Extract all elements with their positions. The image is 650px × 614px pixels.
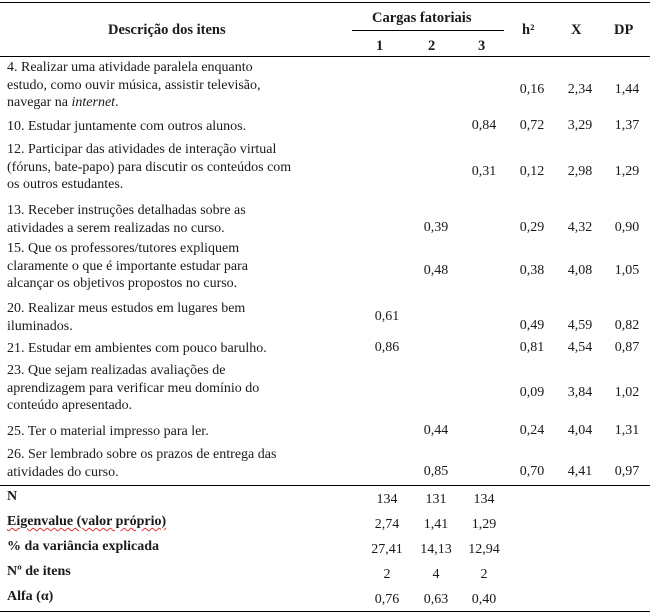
header-mean: X: [571, 22, 582, 38]
item-description: [7, 118, 352, 136]
cell-h2: 0,16: [519, 81, 545, 97]
summary-cell-f2: 131: [425, 492, 447, 507]
cell-f3: 0,31: [471, 163, 497, 179]
item-description-italic: internet: [71, 95, 116, 110]
item-description-line: os outros estudantes.: [7, 177, 124, 192]
item-description-line: iluminados.: [7, 318, 73, 334]
summary-cell-f3: 1,29: [471, 517, 497, 532]
item-description: [7, 362, 352, 415]
item-description-line: 21. Estudar em ambientes com pouco barulho.: [7, 341, 267, 356]
header-h2: h²: [522, 22, 535, 38]
cell-h2: 0,09: [519, 384, 545, 400]
cell-x: 2,98: [567, 163, 593, 179]
summary-cell-f1: 2: [383, 567, 391, 582]
factor-loadings-rule: [352, 30, 504, 31]
cell-h2: 0,70: [519, 463, 545, 479]
cell-x: 3,84: [567, 384, 593, 400]
cell-f1: 0,86: [374, 340, 400, 355]
cell-dp: 0,87: [614, 340, 640, 355]
items-bottom-rule: [0, 485, 650, 486]
cell-h2: 0,24: [519, 423, 545, 438]
spellcheck-word: Eigenvalue (valor próprio): [7, 514, 167, 529]
item-description-line: estudo, como ouvir música, assistir televisão,: [7, 77, 261, 93]
summary-label: [7, 514, 166, 530]
cell-h2: 0,29: [519, 219, 545, 235]
cell-dp: 1,44: [614, 81, 640, 97]
cell-x: 3,29: [567, 118, 593, 133]
item-description: [7, 300, 352, 335]
item-description: [7, 59, 352, 112]
cell-x: 4,59: [567, 317, 593, 333]
item-description-line: 23. Que sejam realizadas avaliações de: [7, 363, 226, 378]
item-description-line: 20. Realizar meus estudos em lugares bem: [7, 301, 246, 316]
item-description: [7, 240, 352, 293]
summary-cell-f3: 0,40: [471, 592, 497, 607]
summary-cell-f2: 14,13: [420, 542, 452, 557]
summary-cell-f3: 12,94: [468, 542, 500, 557]
item-description-line: aprendizagem para verificar meu domínio do: [7, 380, 260, 396]
cell-h2: 0,49: [519, 317, 545, 333]
cell-dp: 1,02: [614, 384, 640, 400]
item-description-line: 13. Receber instruções detalhadas sobre as: [7, 203, 246, 218]
item-description-line: conteúdo apresentado.: [7, 398, 133, 413]
cell-dp: 1,37: [614, 118, 640, 133]
item-description-line: navegar na: [7, 95, 72, 110]
item-description-line: 4. Realizar uma atividade paralela enquanto: [7, 60, 253, 75]
summary-cell-f3: 2: [480, 567, 488, 582]
cell-h2: 0,81: [519, 340, 545, 355]
summary-label: % da variância explicada: [7, 539, 160, 554]
cell-h2: 0,38: [519, 262, 545, 278]
header-factor-1: 1: [376, 38, 384, 54]
summary-cell-f2: 1,41: [423, 517, 449, 532]
item-description-line: atividades do curso.: [7, 464, 119, 480]
summary-cell-f1: 134: [376, 492, 398, 507]
cell-f2: 0,48: [423, 262, 449, 278]
cell-dp: 1,29: [614, 163, 640, 179]
summary-label: Alfa (α): [7, 589, 54, 604]
top-rule: [0, 2, 650, 3]
item-description-line: claramente o que é importante estudar para: [7, 258, 248, 274]
item-description: [7, 340, 352, 358]
item-description-line: 12. Participar das atividades de interação virtual: [7, 142, 277, 157]
cell-h2: 0,12: [519, 163, 545, 179]
item-description: [7, 446, 352, 481]
cell-x: 4,32: [567, 219, 593, 235]
item-description-line: 26. Ser lembrado sobre os prazos de entrega das: [7, 447, 277, 462]
item-description-line: atividades a serem realizadas no curso.: [7, 220, 225, 236]
item-description-line: 25. Ter o material impresso para ler.: [7, 424, 209, 439]
cell-x: 4,41: [567, 463, 593, 479]
cell-dp: 1,05: [614, 262, 640, 278]
cell-f2: 0,39: [423, 219, 449, 235]
cell-f1: 0,61: [374, 308, 400, 324]
summary-cell-f3: 134: [473, 492, 495, 507]
header-factor-3: 3: [478, 38, 486, 54]
summary-cell-f1: 2,74: [374, 517, 400, 532]
cell-dp: 0,97: [614, 463, 640, 479]
cell-x: 4,04: [567, 423, 593, 438]
cell-f2: 0,85: [423, 463, 449, 479]
item-description-tail: .: [115, 95, 119, 110]
cell-dp: 1,31: [614, 423, 640, 438]
cell-dp: 0,90: [614, 219, 640, 235]
bottom-rule: [0, 611, 650, 612]
cell-dp: 0,82: [614, 317, 640, 333]
cell-x: 4,08: [567, 262, 593, 278]
cell-h2: 0,72: [519, 118, 545, 133]
item-description: [7, 202, 352, 237]
cell-x: 4,54: [567, 340, 593, 355]
cell-x: 2,34: [567, 81, 593, 97]
summary-cell-f2: 4: [432, 567, 440, 582]
item-description-line: alcançar os objetivos propostos no curso.: [7, 276, 238, 291]
item-description: [7, 423, 352, 441]
summary-cell-f1: 0,76: [374, 592, 400, 607]
summary-label: N: [7, 489, 18, 504]
header-factor-loadings: Cargas fatoriais: [372, 10, 472, 26]
summary-cell-f1: 27,41: [371, 542, 403, 557]
cell-f2: 0,44: [423, 423, 449, 438]
header-factor-2: 2: [428, 38, 436, 54]
header-description: Descrição dos itens: [108, 22, 226, 38]
item-description: [7, 141, 352, 194]
item-description-line: (fóruns, bate-papo) para discutir os conteúdos com: [7, 159, 292, 175]
cell-f3: 0,84: [471, 118, 497, 133]
summary-cell-f2: 0,63: [423, 592, 449, 607]
summary-label: Nº de itens: [7, 564, 71, 579]
item-description-line: 10. Estudar juntamente com outros alunos.: [7, 119, 247, 134]
header-rule: [0, 56, 650, 57]
header-sd: DP: [614, 22, 634, 38]
item-description-line: 15. Que os professores/tutores expliquem: [7, 241, 240, 256]
